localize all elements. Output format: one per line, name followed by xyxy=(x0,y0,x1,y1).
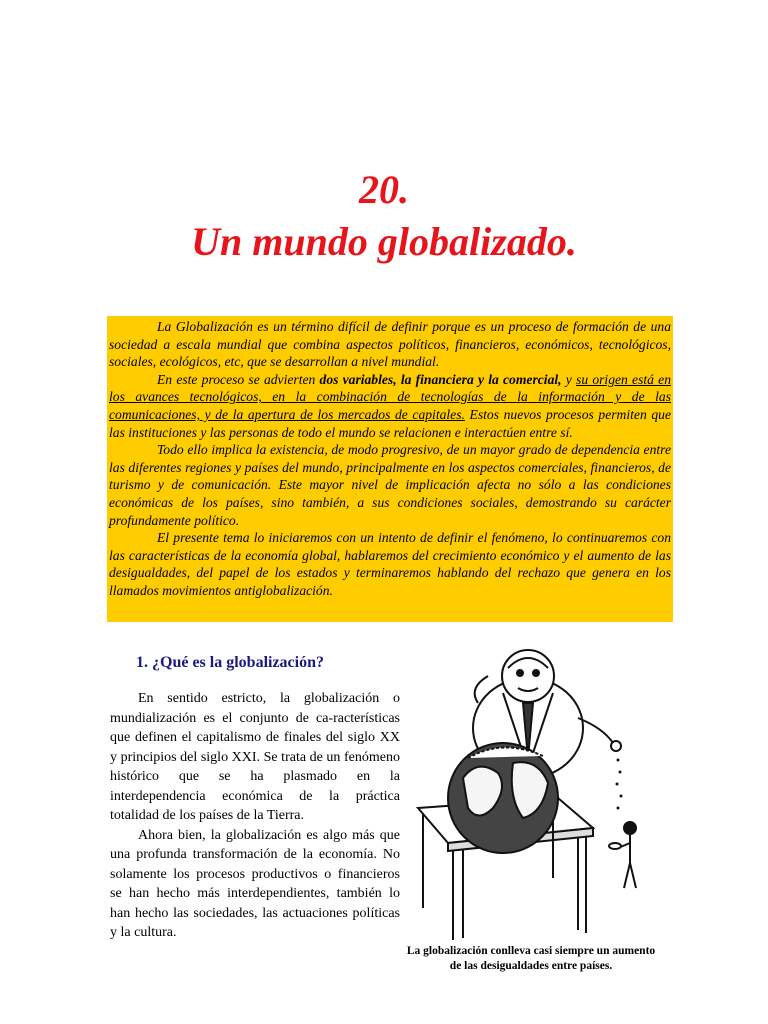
chapter-title: Un mundo globalizado. xyxy=(191,219,577,264)
intro-paragraph-3: Todo ello implica la existencia, de modo progresivo, de un mayor grado de dependencia entre las diferentes regiones y países del mundo, principalmente en los aspectos comerciales, financieros, de turismo y de comunicación. Este mayor nivel de implicación afecta no sólo a las condiciones económicas de los países, sino también, a sus condiciones sociales, demostrando su carácter profundamente político. xyxy=(109,442,671,528)
intro-p2-text-a: En este proceso se advierten xyxy=(157,371,320,387)
small-figure xyxy=(609,822,636,888)
globe xyxy=(448,743,558,853)
figure-caption: La globalización conlleva casi siempre un aumento de las desigualdades entre países. xyxy=(406,945,656,972)
body-paragraph-1: En sentido estricto, la globalización o mundialización es el conjunto de ca-racterísticas que definen el capitalismo de finales del siglo XX y principios del siglo XXI. Se trata de un fenómeno histórico que se ha plasmado en la interdependencia económica de la práctica totalidad de los países de la Tierra. xyxy=(110,691,400,823)
body-paragraph-2: Ahora bien, la globalización es algo más que una profunda transformación de la economía. No solamente los procesos productivos o financieros se han hecho más interdependientes, también lo han hecho las sociedades, las actuaciones políticas y la cultura. xyxy=(110,827,400,940)
intro-p2-text-b: y xyxy=(561,371,577,387)
intro-paragraph-4: El presente tema lo iniciaremos con un intento de definir el fenómeno, lo continuaremos con las características de la economía global, hablaremos del crecimiento económico y el aumento de las desigualdades, del papel de los estados y terminaremos hablando del rechazo que genera en los llamados movimientos antiglobalización. xyxy=(109,530,671,598)
intro-paragraph-1: La Globalización es un término difícil de definir porque es un proceso de formación de una sociedad a escala mundial que combina aspectos políticos, financieros, económicos, tecnológicos, sociales, ecológicos, etc, que se desarrollan a nivel mundial. xyxy=(109,319,671,370)
intro-p2-text-c: Estos nuevos procesos permiten que las instituciones y las personas de todo el mundo se relacionen e interactúen entre sí. xyxy=(109,406,671,440)
intro-p2-bold: dos variables, la financiera y la comercial, xyxy=(319,371,562,387)
body-text xyxy=(110,689,400,943)
chapter-number: 20. xyxy=(359,167,409,212)
section-heading: 1. ¿Qué es la globalización? xyxy=(136,654,324,671)
intro-p2-underlined: su origen está en los avances tecnológicos, en la combinación de tecnologías de la información y de las comunicaciones, y de la apertura de los mercados de capitales. xyxy=(109,371,671,422)
intro-box xyxy=(107,316,673,622)
globalization-cartoon xyxy=(408,648,658,940)
intro-paragraph-2 xyxy=(109,371,671,441)
crumbs xyxy=(616,759,623,810)
